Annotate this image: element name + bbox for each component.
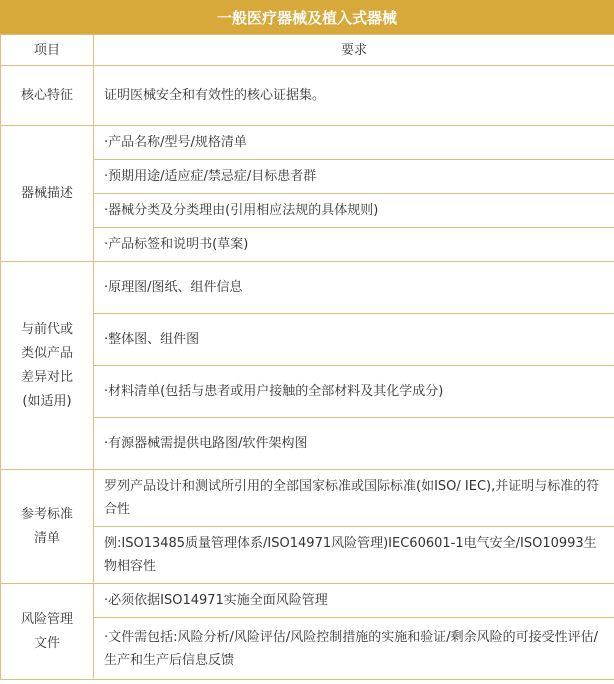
section-label (1, 470, 94, 584)
requirement-text: ·产品名称/型号/规格清单 (104, 135, 247, 150)
requirement-cell (94, 418, 614, 470)
requirement-text: ·原理图/图纸、组件信息 (104, 280, 243, 295)
requirement-cell (94, 470, 614, 527)
table-row (1, 160, 614, 194)
table-row (1, 470, 614, 527)
requirement-cell (94, 366, 614, 418)
section-label-text: 风险管理文件 (20, 611, 73, 651)
requirement-cell (94, 194, 614, 228)
requirement-text: ·产品标签和说明书(草案) (104, 237, 249, 252)
table-row (1, 228, 614, 262)
table-row (1, 66, 614, 126)
requirements-table (0, 34, 614, 680)
section-label (1, 66, 94, 126)
requirement-cell (94, 66, 614, 126)
section-label (1, 262, 94, 470)
table-row (1, 584, 614, 618)
table-row (1, 366, 614, 418)
requirement-text: ·整体图、组件图 (104, 332, 200, 347)
requirement-cell (94, 160, 614, 194)
table-row (1, 527, 614, 584)
requirement-text: ·文件需包括:风险分析/风险评估/风险控制措施的实施和验证/剩余风险的可接受性评估/生产和生产后信息反馈 (104, 629, 599, 668)
requirement-text: 罗列产品设计和测试所引用的全部国家标准或国际标准(如ISO/ IEC),并证明与标准的符合性 (104, 479, 600, 517)
requirement-text: 证明医械安全和有效性的核心证据集。 (104, 88, 326, 103)
requirement-text: ·材料清单(包括与患者或用户接触的全部材料及其化学成分) (104, 384, 444, 399)
section-label-text: 器械描述 (20, 185, 73, 201)
section-label-text: 参考标准清单 (20, 506, 73, 546)
requirement-text: 例:ISO13485质量管理体系/ISO14971风险管理)IEC60601-1电气安全/ISO10993生物相容性 (104, 536, 597, 574)
requirement-cell (94, 584, 614, 618)
requirement-text: ·预期用途/适应症/禁忌症/目标患者群 (104, 169, 317, 184)
section-label (1, 126, 94, 262)
table-row (1, 314, 614, 366)
table-header-row (1, 35, 614, 66)
section-label-text: 核心特征 (20, 87, 73, 103)
table-row (1, 194, 614, 228)
section-label (1, 584, 94, 680)
section-label-text: 与前代或类似产品差异对比(如适用) (20, 321, 73, 409)
header-requirement: 要求 (94, 35, 614, 66)
requirement-cell (94, 527, 614, 584)
requirement-cell (94, 262, 614, 314)
table-row (1, 618, 614, 680)
table-row (1, 262, 614, 314)
table-title: 一般医疗器械及植入式器械 (0, 0, 614, 35)
header-item: 项目 (1, 35, 94, 66)
requirement-cell (94, 618, 614, 680)
table-row (1, 418, 614, 470)
requirement-cell (94, 126, 614, 160)
requirement-cell (94, 314, 614, 366)
requirement-text: ·有源器械需提供电路图/软件架构图 (104, 436, 308, 451)
requirement-text: ·器械分类及分类理由(引用相应法规的具体规则) (104, 203, 379, 218)
requirement-text: ·必须依据ISO14971实施全面风险管理 (104, 593, 328, 608)
requirement-cell (94, 228, 614, 262)
table-row (1, 126, 614, 160)
